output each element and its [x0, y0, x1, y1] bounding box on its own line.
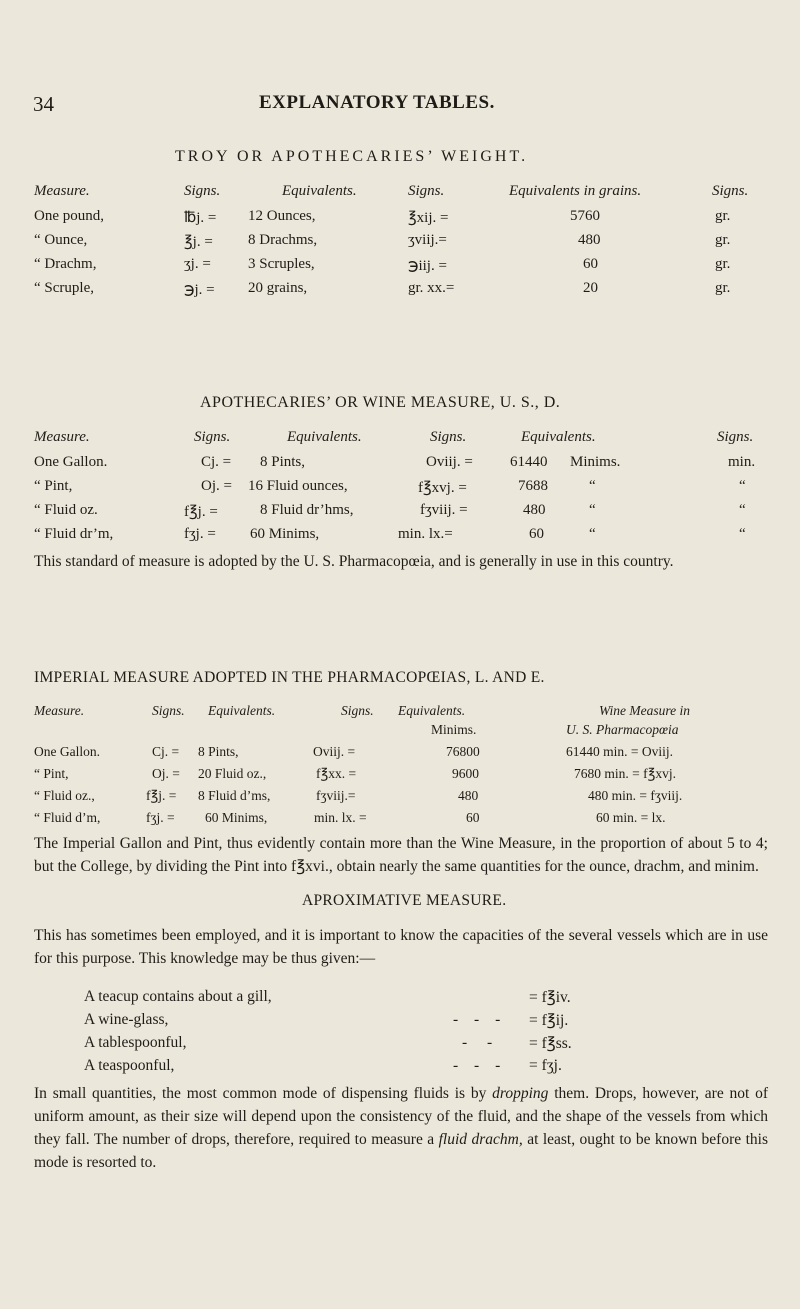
cell-minims: 480	[458, 788, 479, 803]
cell-measure: “ Ounce,	[34, 232, 88, 248]
table-row	[0, 454, 800, 476]
cell-equivalent: 20 grains,	[248, 280, 308, 296]
cell-grains: 20	[583, 280, 598, 296]
text-run: them. Drops, however, are not of uniform amount, as their size will depend upon the consistency of the fluid, and the shape of the vessels from which they fall. The number of drops, therefore, required to measure a	[34, 1085, 769, 1148]
cell-wine-measure: 60 min. = lx.	[596, 810, 666, 825]
cell-equivalent: 8 Fluid d’ms,	[198, 788, 271, 803]
table-row	[0, 232, 800, 254]
approx-item-dots: - -	[462, 1034, 493, 1051]
approx-list-item	[0, 988, 800, 1010]
header-equivalents: Equivalents.	[282, 183, 357, 199]
cell-unit: gr.	[715, 208, 731, 224]
approx-item-label: A tablespoonful,	[84, 1034, 187, 1051]
approx-item-value: = f℥iv.	[529, 989, 571, 1006]
cell-equivalent: 8 Pints,	[260, 454, 306, 470]
cell-sign: gr. xx.=	[408, 280, 455, 296]
cell-equivalent: 16 Fluid ounces,	[248, 478, 348, 494]
header-signs: Signs.	[184, 183, 221, 199]
cell-equivalent: 8 Drachms,	[248, 232, 318, 248]
text-run: In small quantities, the most common mode of dispensing fluids is by	[34, 1085, 493, 1102]
cell-wine-measure: 61440 min. = Oviij.	[566, 744, 673, 759]
approx-item-dots: - - -	[453, 1057, 501, 1074]
cell-sign: min. lx. =	[314, 810, 367, 825]
header-equivalents: Equivalents.	[287, 429, 362, 445]
cell-sign: fʒj. =	[184, 526, 216, 542]
cell-equivalent: 3 Scruples,	[248, 256, 315, 272]
cell-sign: Oviij. =	[313, 744, 356, 759]
cell-sign: Oviij. =	[426, 454, 473, 470]
cell-sign: ʒviij.=	[408, 232, 447, 248]
cell-equivalent: 8 Pints,	[198, 744, 239, 759]
wine-header-row	[0, 429, 800, 451]
cell-wine-measure: 480 min. = fʒviij.	[588, 788, 683, 803]
cell-equivalent: 60 Minims,	[205, 810, 268, 825]
cell-unit: gr.	[715, 256, 731, 272]
header-measure: Measure.	[34, 703, 85, 718]
approximative-intro	[34, 924, 768, 970]
cell-measure: One pound,	[34, 208, 104, 224]
header-equivalents: Equivalents.	[521, 429, 596, 445]
cell-sign: Cj. =	[201, 454, 232, 470]
header-signs: Signs.	[430, 429, 467, 445]
cell-sign: Cj. =	[152, 744, 180, 759]
header-equivalents: Equivalents.	[398, 703, 466, 718]
ditto-mark: “	[589, 478, 596, 494]
cell-sign: f℥xx. =	[316, 766, 357, 781]
cell-measure: One Gallon.	[34, 744, 100, 759]
cell-sign: ℈iij. =	[408, 258, 447, 274]
table-row	[0, 478, 800, 500]
approx-item-value: = f℥ss.	[529, 1035, 572, 1052]
cell-grains: 5760	[570, 208, 600, 224]
paragraph: This standard of measure is adopted by the U. S. Pharmacopœia, and is generally in use in this country.	[34, 553, 674, 570]
header-measure: Measure.	[34, 183, 90, 199]
ditto-mark: “	[739, 526, 746, 542]
cell-measure: “ Fluid d’m,	[34, 810, 101, 825]
cell-value: 60	[529, 526, 544, 542]
cell-measure: “ Fluid dr’m,	[34, 526, 114, 542]
cell-value: 7688	[518, 478, 548, 494]
table-row	[0, 526, 800, 548]
cell-measure: “ Fluid oz.,	[34, 788, 95, 803]
cell-sign: ℈j. =	[184, 282, 215, 298]
cell-measure: One Gallon.	[34, 454, 108, 470]
cell-sign: fʒviij.=	[316, 788, 356, 803]
cell-minims: 76800	[446, 744, 480, 759]
imperial-note	[34, 832, 768, 878]
page-number: 34	[33, 92, 54, 116]
header-signs: Signs.	[341, 703, 374, 718]
cell-unit: Minims.	[570, 454, 621, 470]
cell-measure: “ Pint,	[34, 766, 69, 781]
header-signs: Signs.	[408, 183, 445, 199]
cell-sign: min. lx.=	[398, 526, 453, 542]
cell-grains: 480	[578, 232, 601, 248]
approx-list-item	[0, 1034, 800, 1056]
approx-list-item	[0, 1057, 800, 1079]
cell-value: 61440	[510, 454, 548, 470]
cell-unit: gr.	[715, 232, 731, 248]
cell-sign: f℥j. =	[184, 504, 218, 520]
troy-header-row	[0, 183, 800, 205]
cell-measure: “ Scruple,	[34, 280, 94, 296]
header-wine-measure: Wine Measure in	[599, 703, 690, 718]
text-run: at least, ought to be known before this mode is resorted to.	[34, 1131, 768, 1171]
header-signs: Signs.	[152, 703, 185, 718]
cell-unit: gr.	[715, 280, 731, 296]
cell-value: 480	[523, 502, 546, 518]
approx-list-item	[0, 1011, 800, 1033]
cell-sign: f℥xvj. =	[418, 480, 467, 496]
ditto-mark: “	[739, 478, 746, 494]
cell-minims: 60	[466, 810, 480, 825]
table-row	[0, 208, 800, 230]
cell-equivalent: 20 Fluid oz.,	[198, 766, 267, 781]
cell-measure: “ Pint,	[34, 478, 73, 494]
approx-item-label: A teacup contains about a gill,	[84, 988, 272, 1005]
table-row	[0, 280, 800, 302]
ditto-mark: “	[589, 502, 596, 518]
paragraph: The Imperial Gallon and Pint, thus evidently contain more than the Wine Measure, in the proportion of about 5 to 4; but the College, by dividing the Pint into f℥xvi., obtain nearly the same quantities for the ounce, drachm, and minim.	[34, 835, 768, 875]
ditto-mark: “	[589, 526, 596, 542]
approximative-measure-heading: APROXIMATIVE MEASURE.	[302, 892, 507, 909]
approx-item-label: A wine-glass,	[84, 1011, 169, 1028]
approx-item-dots: - - -	[453, 1011, 501, 1028]
cell-wine-measure: 7680 min. = f℥xvj.	[574, 766, 677, 781]
header-pharmacopoeia: U. S. Pharmacopœia	[566, 722, 679, 737]
cell-sign: Oj. =	[152, 766, 180, 781]
cell-sign: ℔j. =	[184, 210, 217, 226]
cell-equivalent: 12 Ounces,	[248, 208, 316, 224]
header-measure: Measure.	[34, 429, 90, 445]
cell-measure: “ Drachm,	[34, 256, 97, 272]
header-equivalents: Equivalents.	[208, 703, 276, 718]
cell-minims: 9600	[452, 766, 479, 781]
wine-note	[34, 550, 768, 573]
header-signs: Signs.	[194, 429, 231, 445]
approx-item-value: = f℥ij.	[529, 1012, 569, 1029]
approx-item-label: A teaspoonful,	[84, 1057, 175, 1074]
header-equivalents-grains: Equivalents in grains.	[509, 183, 642, 199]
running-title: EXPLANATORY TABLES.	[259, 92, 495, 113]
approximative-closing	[34, 1082, 768, 1174]
ditto-mark: “	[739, 502, 746, 518]
table-row	[0, 810, 800, 832]
table-row	[0, 744, 800, 766]
paragraph	[34, 1082, 768, 1174]
emphasis: fluid drachm,	[438, 1131, 523, 1148]
cell-sign: min.	[728, 454, 756, 470]
emphasis: dropping	[492, 1085, 549, 1102]
header-signs: Signs.	[712, 183, 749, 199]
header-minims: Minims.	[431, 722, 477, 737]
cell-sign: Oj. =	[201, 478, 232, 494]
cell-sign: ℥xij. =	[408, 210, 449, 226]
cell-sign: ʒj. =	[184, 256, 211, 272]
paragraph: This has sometimes been employed, and it is important to know the capacities of the several vessels which are in use for this purpose. This knowledge may be thus given:—	[34, 927, 768, 967]
imperial-header-row-2	[0, 722, 800, 744]
wine-measure-heading: APOTHECARIES’ OR WINE MEASURE, U. S., D.	[200, 394, 561, 411]
table-row	[0, 256, 800, 278]
cell-grains: 60	[583, 256, 598, 272]
cell-sign: ℥j. =	[184, 234, 213, 250]
cell-sign: fʒj. =	[146, 810, 175, 825]
cell-sign: f℥j. =	[146, 788, 177, 803]
table-row	[0, 766, 800, 788]
cell-equivalent: 60 Minims,	[250, 526, 320, 542]
cell-equivalent: 8 Fluid dr’hms,	[260, 502, 354, 518]
troy-weight-heading: TROY OR APOTHECARIES’ WEIGHT.	[175, 148, 529, 165]
table-row	[0, 788, 800, 810]
cell-measure: “ Fluid oz.	[34, 502, 98, 518]
cell-sign: fʒviij. =	[420, 502, 468, 518]
table-row	[0, 502, 800, 524]
header-signs: Signs.	[717, 429, 754, 445]
imperial-measure-heading: IMPERIAL MEASURE ADOPTED IN THE PHARMACOPŒIAS, L. AND E.	[34, 669, 545, 686]
approx-item-value: = fʒj.	[529, 1057, 562, 1074]
